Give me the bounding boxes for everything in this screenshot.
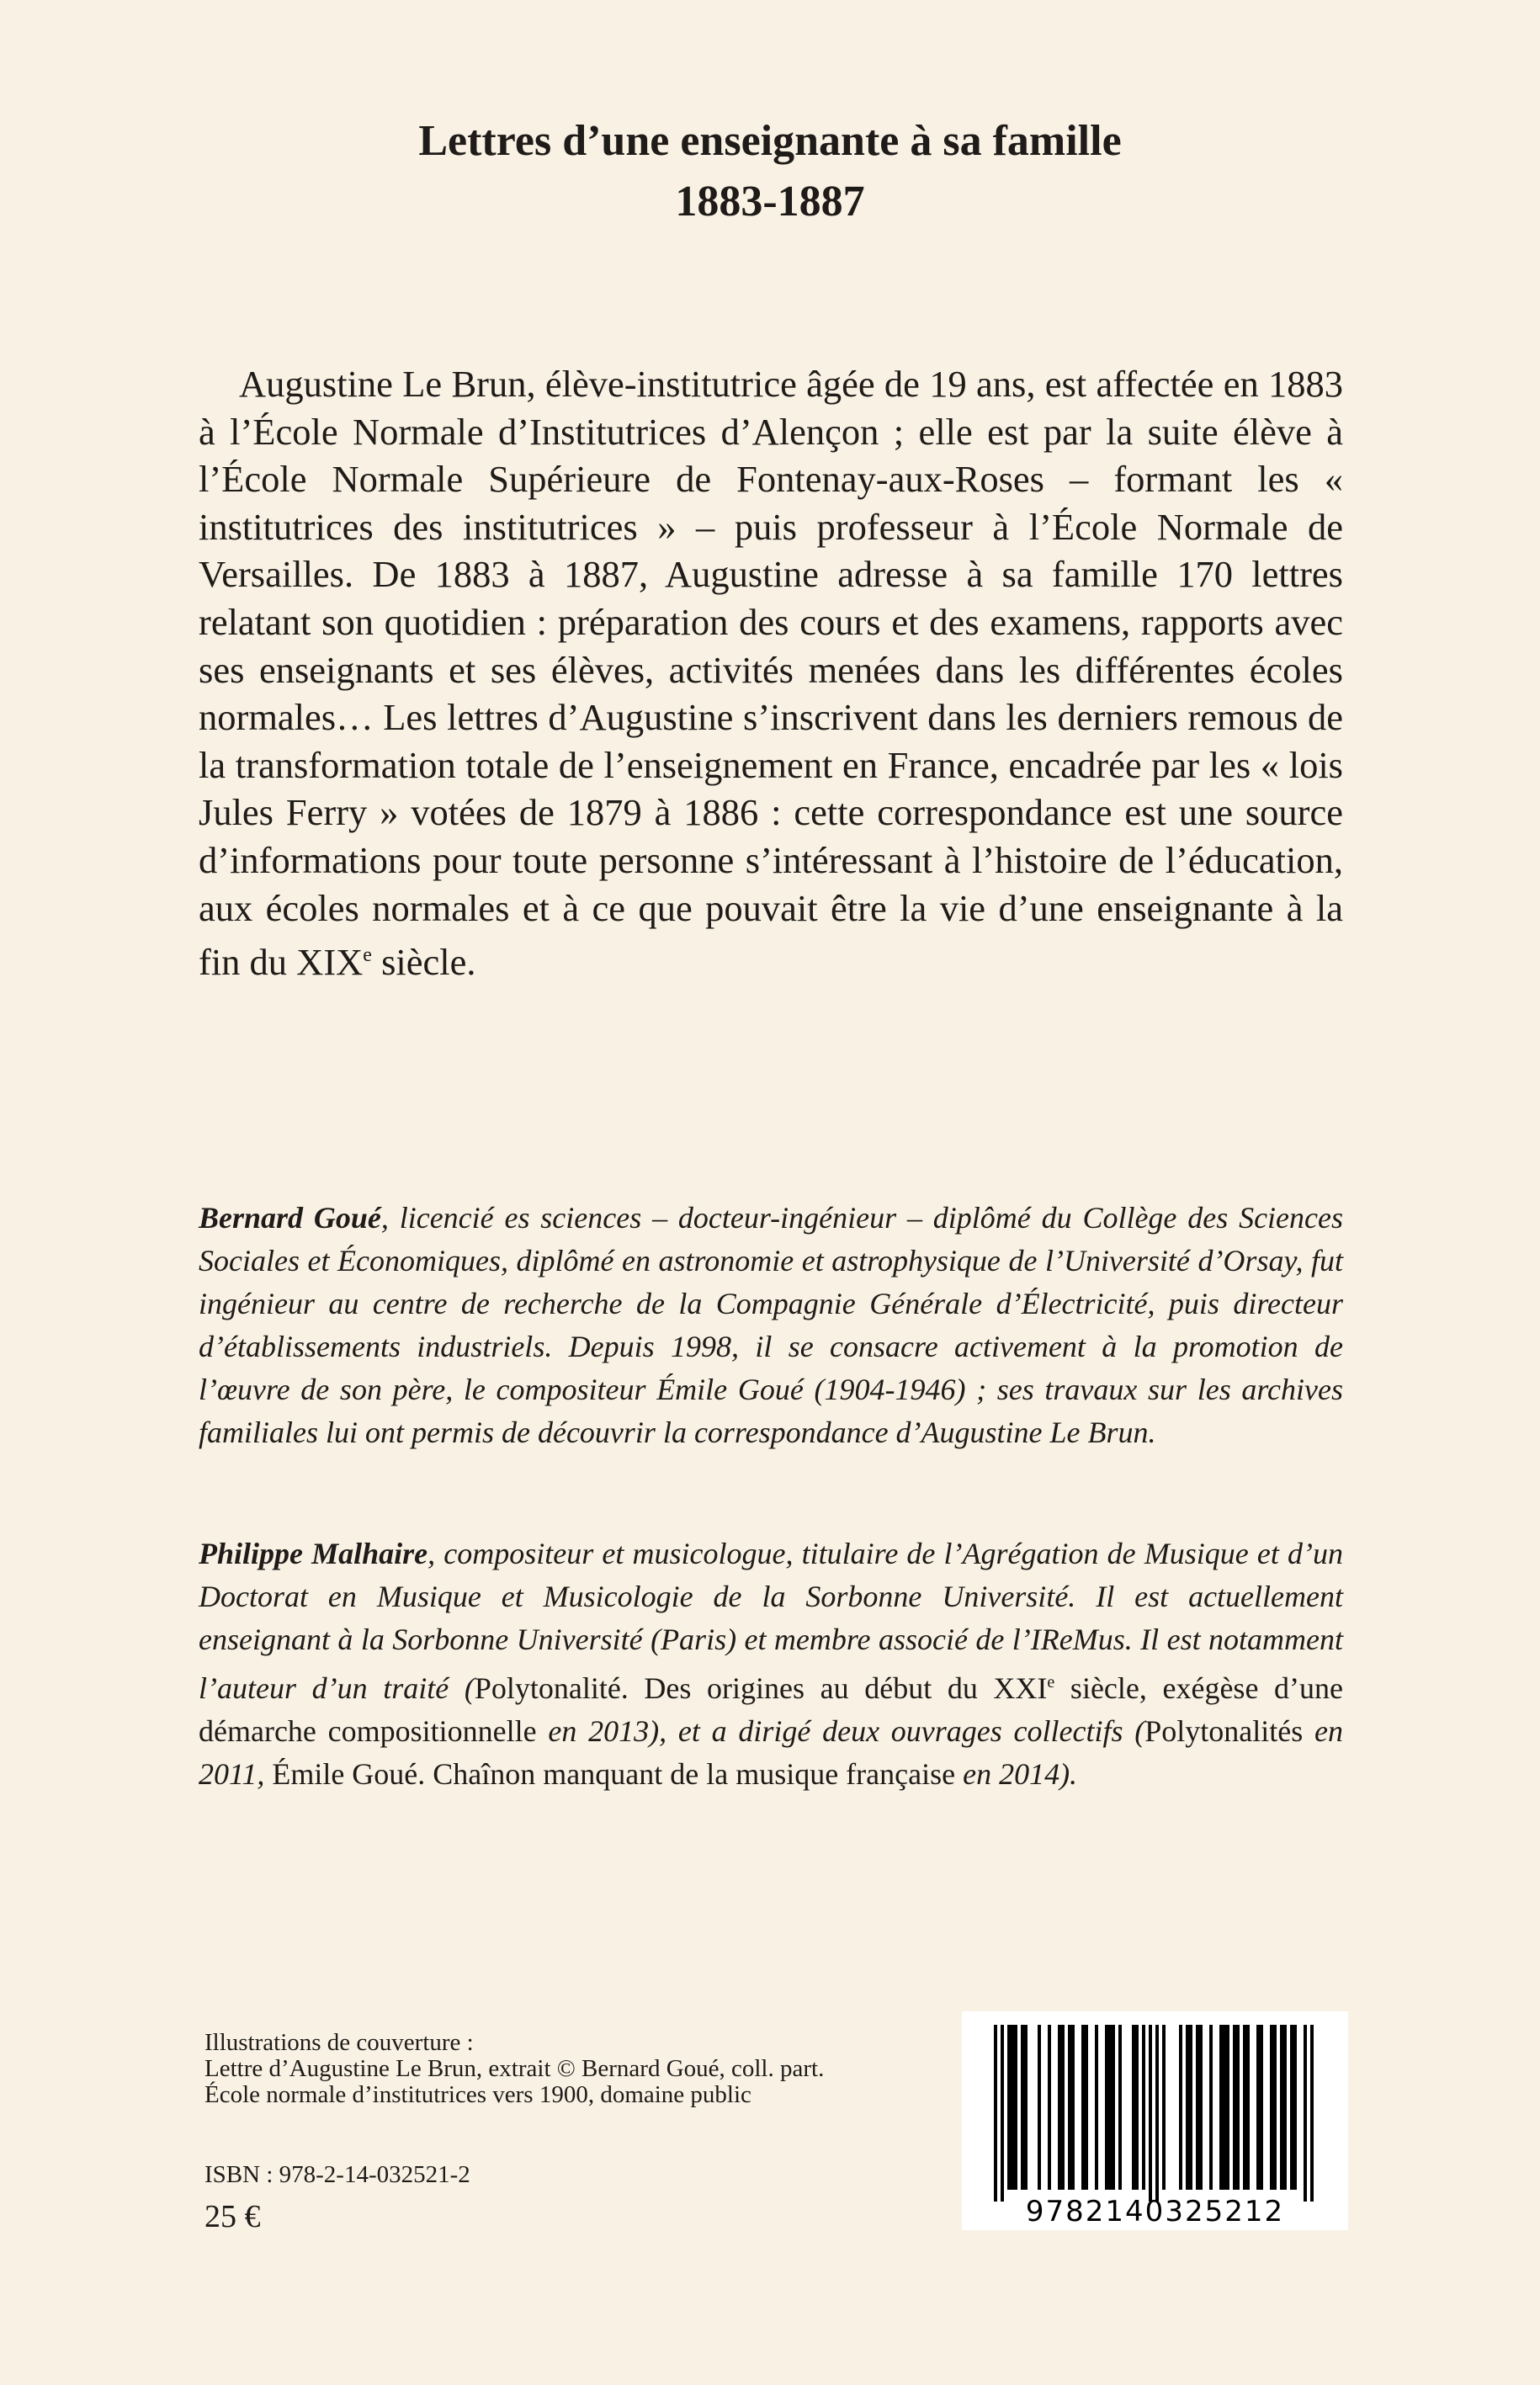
summary-text: Augustine Le Brun, élève-institutrice âgée de 19 ans, est affectée en 1883 à l’École Normale d’Institutrices d’Alençon ; elle est par la suite élève à l’École Normale Supérieure de Fontenay-aux-Roses – formant les « institutrices des institutrices » – puis professeur à l’École Normale de Versailles. De 1883 à 1887, Augustine adresse à sa famille 170 lettres relatant son quotidien : préparation des cours et des examens, rapports avec ses enseignants et ses élèves, activités menées dans les différentes écoles normales… Les lettres d’Augustine s’inscrivent dans les derniers remous de la transformation totale de l’enseignement en France, encadrée par les « lois Jules Ferry » votées de 1879 à 1886 : cette correspondance est une source d’informations pour toute personne s’intéressant à l’histoire de l’éducation, aux écoles normales et à ce que pouvait être la vie d’une enseignante à la fin du XIX <box>199 363 1343 983</box>
author-bio-goue <box>199 1197 1343 1454</box>
barcode-bar <box>1199 2025 1203 2190</box>
author-bio-malhaire <box>199 1532 1343 1796</box>
barcode-bar <box>1149 2025 1152 2202</box>
book-title-polytonalite: Polytonalité. Des origines au début du XXI <box>474 1671 1048 1705</box>
barcode-bar <box>1283 2025 1287 2190</box>
bio-malhaire-part2: en 2013), et a dirigé deux ouvrages collectifs ( <box>536 1714 1145 1748</box>
author-name-malhaire: Philippe Malhaire <box>199 1537 428 1570</box>
barcode-bar <box>1243 2025 1246 2190</box>
barcode-bar <box>1014 2025 1017 2190</box>
barcode-bar <box>1007 2025 1011 2190</box>
barcode-bar <box>1290 2025 1293 2190</box>
barcode-bar <box>1155 2025 1159 2202</box>
barcode-bar <box>1085 2025 1088 2190</box>
barcode-bar <box>1223 2025 1226 2190</box>
book-summary <box>199 360 1343 986</box>
price: 25 € <box>204 2199 261 2234</box>
barcode-bar <box>1024 2025 1028 2190</box>
barcode-bar <box>994 2025 997 2202</box>
barcode-bar <box>1071 2025 1075 2190</box>
barcode-bar <box>1021 2025 1024 2190</box>
barcode-bar <box>1108 2025 1112 2190</box>
barcode-bar <box>1095 2025 1098 2190</box>
barcode-digits: 9782140325212 <box>1025 2195 1285 2228</box>
barcode-bar <box>1226 2025 1229 2190</box>
bio-malhaire-part3: en 2011, <box>199 1714 1343 1791</box>
barcode-bar <box>1038 2025 1041 2190</box>
bio-malhaire-superscript: e <box>1047 1673 1055 1692</box>
barcode-bar <box>1304 2025 1307 2202</box>
summary-end: siècle. <box>371 940 476 983</box>
barcode-bar <box>1058 2025 1061 2190</box>
summary-superscript: e <box>363 944 372 967</box>
credits-heading: Illustrations de couverture : <box>204 2029 474 2056</box>
book-title-polytonalite-cont: siècle, exégèse d’une démarche compositionnelle <box>199 1671 1344 1748</box>
barcode-bar <box>1236 2025 1240 2190</box>
barcode-bar <box>1011 2025 1014 2190</box>
barcode-bar <box>1219 2025 1223 2190</box>
book-title <box>0 111 1540 232</box>
barcode-bar <box>1270 2025 1273 2190</box>
barcode-bar <box>1310 2025 1314 2202</box>
barcode-bar <box>1135 2025 1139 2190</box>
barcode-bar <box>1081 2025 1085 2190</box>
barcode-bar <box>1233 2025 1236 2190</box>
barcode-bar <box>1256 2025 1260 2190</box>
book-title-polytonalites: Polytonalités <box>1144 1714 1304 1748</box>
barcode-bar <box>1246 2025 1250 2190</box>
barcode-bar <box>1179 2025 1182 2190</box>
author-name-goue: Bernard Goué <box>199 1201 381 1235</box>
barcode-bar <box>1068 2025 1071 2190</box>
barcode-bar <box>1189 2025 1192 2190</box>
bio-malhaire-part4: en 2014). <box>955 1757 1078 1791</box>
barcode-bar <box>1105 2025 1108 2190</box>
barcode-bar <box>1132 2025 1135 2190</box>
author-bio-goue-text: , licencié es sciences – docteur-ingénieur – diplômé du Collège des Sciences Sociales et Économiques, diplômé en astronomie et astrophysique de l’Université d’Orsay, fut ingénieur au centre de recherche de la Compagnie Générale d’Électricité, puis directeur d’établissements industriels. Depuis 1998, il se consacre activement à la promotion de l’œuvre de son père, le compositeur Émile Goué (1904-1946) ; ses travaux sur les archives familiales lui ont permis de découvrir la correspondance d’Augustine Le Brun. <box>199 1201 1344 1449</box>
barcode-bar <box>1273 2025 1277 2190</box>
bio-malhaire-part1: , compositeur et musicologue, titulaire de l’Agrégation de Musique et d’un Doctorat en Musique et Musicologie de la Sorbonne Université. Il est actuellement enseignant à la Sorbonne Université (Paris) et membre associé de l’IReMus. Il est notamment l’auteur d’un traité ( <box>199 1537 1343 1705</box>
barcode-bar <box>1209 2025 1213 2190</box>
barcode-bar <box>1280 2025 1283 2190</box>
credits-line-2: École normale d’institutrices vers 1900, domaine public <box>204 2081 751 2108</box>
title-main: Lettres d’une enseignante à sa famille <box>418 117 1122 165</box>
cover-credits <box>204 2030 962 2108</box>
title-dates: 1883-1887 <box>675 178 865 226</box>
barcode-bar <box>1162 2025 1166 2190</box>
barcode-bar <box>1196 2025 1199 2190</box>
book-title-emile-goue: Émile Goué. Chaînon manquant de la musique française <box>272 1757 956 1791</box>
barcode-bar <box>1061 2025 1065 2190</box>
barcode-bar <box>1001 2025 1004 2202</box>
barcode-bar <box>1048 2025 1051 2190</box>
barcode-bar <box>1293 2025 1297 2190</box>
barcode-bar <box>1112 2025 1115 2190</box>
credits-line-1: Lettre d’Augustine Le Brun, extrait © Bernard Goué, coll. part. <box>204 2055 825 2082</box>
barcode-bar <box>1118 2025 1122 2190</box>
isbn: ISBN : 978-2-14-032521-2 <box>204 2161 470 2188</box>
barcode-bar <box>1142 2025 1145 2190</box>
barcode-bar <box>1186 2025 1189 2190</box>
barcode <box>962 2011 1348 2230</box>
barcode-bar <box>1260 2025 1263 2190</box>
